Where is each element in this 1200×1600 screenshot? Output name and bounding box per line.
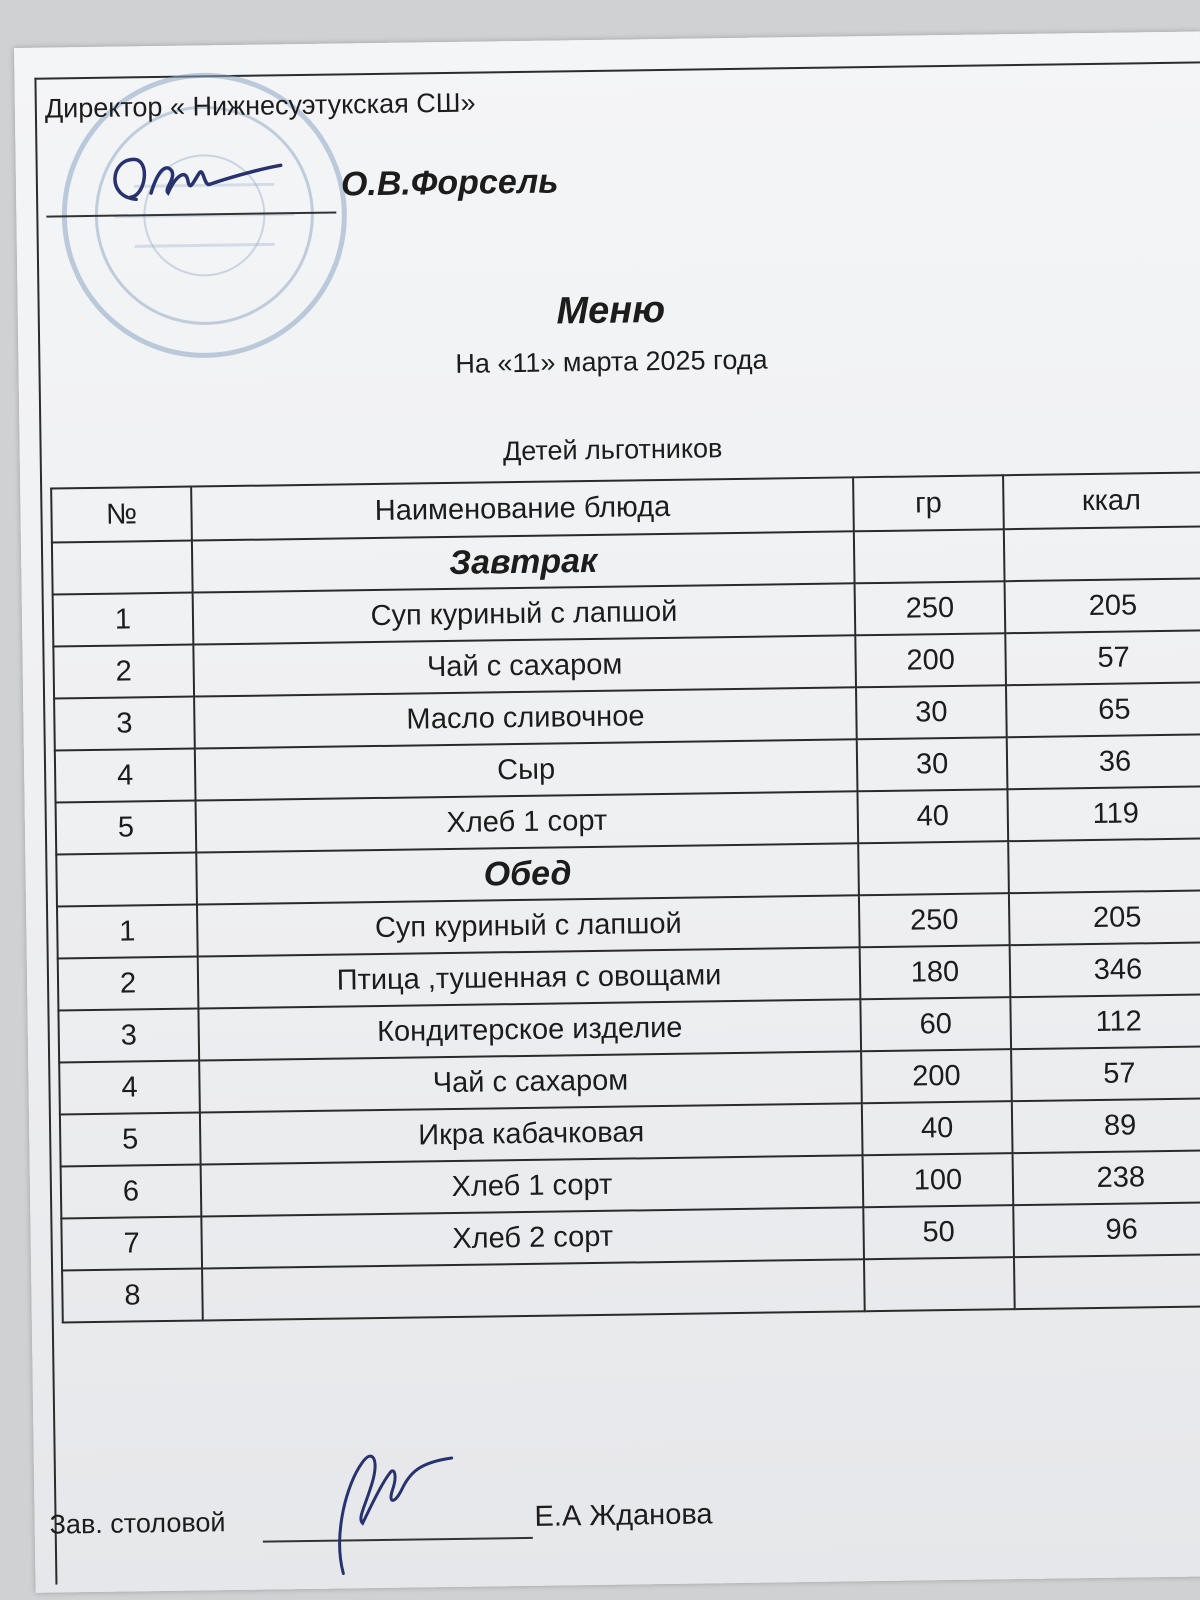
director-name: О.В.Форсель bbox=[340, 162, 559, 204]
row-number: 6 bbox=[61, 1165, 202, 1219]
grams: 60 bbox=[860, 997, 1011, 1051]
grams bbox=[864, 1257, 1015, 1311]
table-caption: Детей льготников bbox=[502, 433, 723, 467]
column-header-number: № bbox=[51, 487, 192, 543]
dish-name: Чай с сахаром bbox=[199, 1051, 862, 1112]
section-title-breakfast: Завтрак bbox=[192, 531, 855, 592]
grams: 30 bbox=[857, 737, 1008, 791]
grams: 40 bbox=[857, 789, 1008, 843]
kcal: 205 bbox=[1005, 578, 1200, 633]
dish-name: Сыр bbox=[195, 739, 858, 800]
grams: 180 bbox=[860, 945, 1011, 999]
column-header-kcal: ккал bbox=[1003, 472, 1200, 529]
row-number: 1 bbox=[53, 593, 194, 647]
row-number: 3 bbox=[54, 697, 195, 751]
section-title-lunch: Обед bbox=[196, 843, 859, 904]
kcal: 65 bbox=[1006, 682, 1200, 737]
grams: 30 bbox=[856, 685, 1007, 739]
dish-name: Суп куриный с лапшой bbox=[197, 895, 860, 956]
row-number: 7 bbox=[61, 1216, 202, 1270]
dish-name: Хлеб 1 сорт bbox=[196, 791, 859, 852]
dish-name: Чай с сахаром bbox=[193, 635, 856, 696]
kcal bbox=[1014, 1254, 1200, 1309]
manager-signature bbox=[301, 1422, 463, 1584]
column-header-grams: гр bbox=[853, 475, 1004, 531]
dish-name: Хлеб 2 сорт bbox=[201, 1207, 864, 1268]
kcal: 57 bbox=[1011, 1046, 1200, 1101]
dish-name: Хлеб 1 сорт bbox=[201, 1155, 864, 1216]
date-line: На «11» марта 2025 года bbox=[455, 344, 768, 379]
kcal: 89 bbox=[1012, 1098, 1200, 1153]
row-number: 3 bbox=[58, 1009, 199, 1063]
kcal: 346 bbox=[1010, 942, 1200, 997]
grams: 50 bbox=[863, 1205, 1014, 1259]
kcal: 112 bbox=[1010, 994, 1200, 1049]
row-number: 4 bbox=[55, 749, 196, 803]
kcal: 36 bbox=[1007, 734, 1200, 789]
kcal: 96 bbox=[1013, 1202, 1200, 1257]
column-header-dish: Наименование блюда bbox=[191, 477, 854, 540]
grams: 40 bbox=[862, 1101, 1013, 1155]
grams: 250 bbox=[859, 893, 1010, 947]
dish-name: Масло сливочное bbox=[194, 687, 857, 748]
grams: 200 bbox=[855, 633, 1006, 687]
kcal: 119 bbox=[1007, 786, 1200, 841]
manager-label: Зав. столовой bbox=[49, 1507, 226, 1540]
document-page bbox=[14, 31, 1200, 1592]
dish-name: Суп куриный с лапшой bbox=[193, 583, 856, 644]
kcal: 238 bbox=[1013, 1150, 1200, 1205]
row-number: 2 bbox=[58, 957, 199, 1011]
row-number: 5 bbox=[60, 1113, 201, 1167]
page-title: Меню bbox=[556, 288, 666, 333]
kcal: 205 bbox=[1009, 890, 1200, 945]
row-number: 5 bbox=[56, 801, 197, 855]
row-number: 2 bbox=[53, 645, 194, 699]
dish-name: Птица ,тушенная с овощами bbox=[198, 947, 861, 1008]
director-label: Директор « Нижнесуэтукская СШ» bbox=[44, 87, 476, 124]
director-signature bbox=[95, 139, 286, 222]
menu-table bbox=[50, 471, 1200, 1323]
dish-name: Икра кабачковая bbox=[200, 1103, 863, 1164]
dish-name: Кондитерское изделие bbox=[198, 999, 861, 1060]
manager-name: Е.А Жданова bbox=[534, 1498, 713, 1533]
kcal: 57 bbox=[1005, 630, 1200, 685]
grams: 250 bbox=[855, 581, 1006, 635]
grams: 200 bbox=[861, 1049, 1012, 1103]
grams: 100 bbox=[863, 1153, 1014, 1207]
dish-name bbox=[202, 1259, 865, 1320]
row-number: 8 bbox=[62, 1268, 203, 1322]
row-number: 4 bbox=[59, 1061, 200, 1115]
row-number: 1 bbox=[57, 905, 198, 959]
